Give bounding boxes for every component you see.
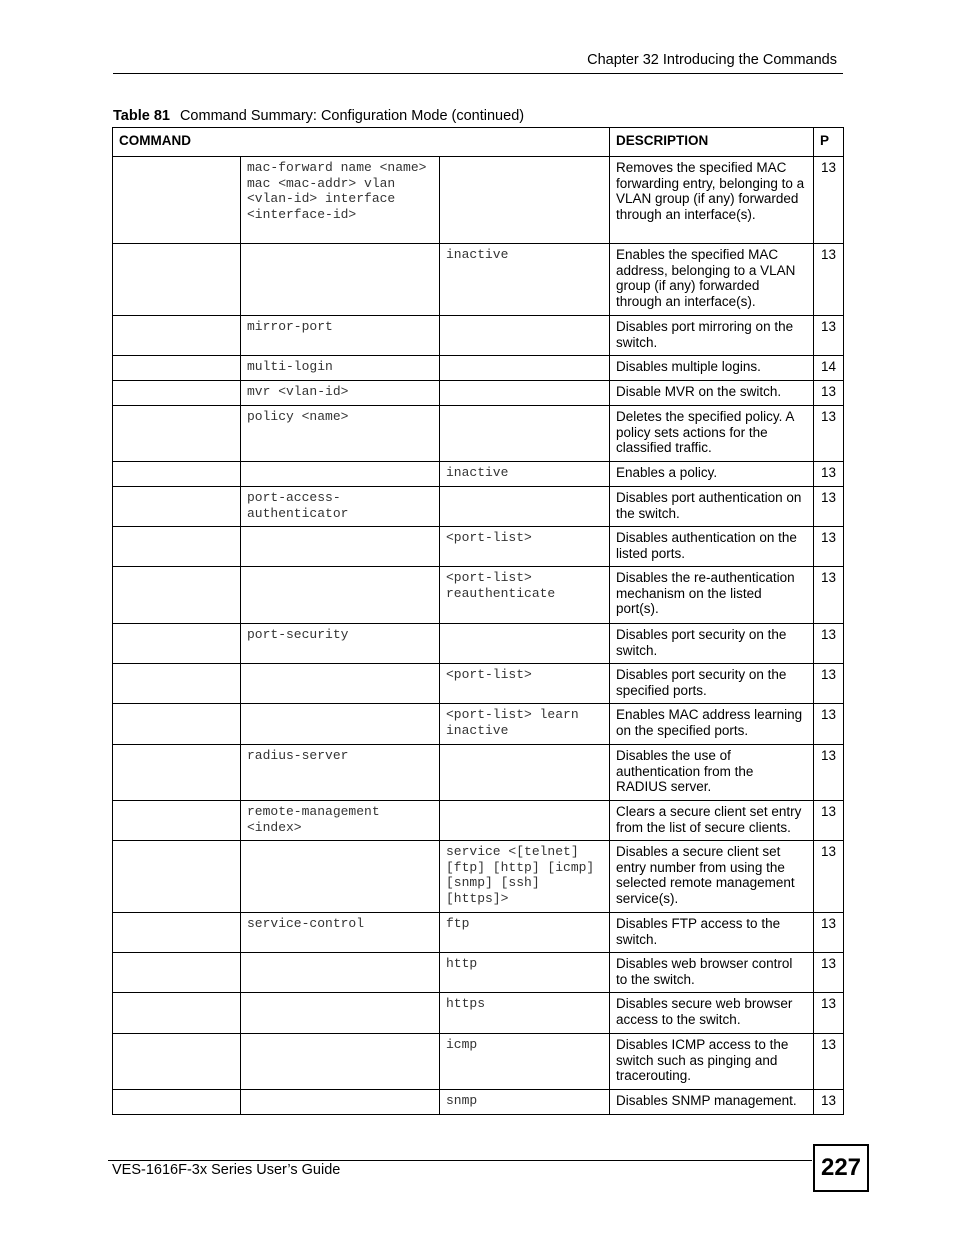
command-cell [241, 527, 440, 567]
command-cell [241, 1090, 440, 1115]
subcommand-cell [440, 406, 610, 462]
command-cell: mirror-port [241, 316, 440, 356]
subcommand-cell: <port-list> learn inactive [440, 704, 610, 745]
command-group-cell [113, 624, 241, 664]
description-cell: Clears a secure client set entry from the list of secure clients. [610, 801, 814, 841]
description-cell: Disables port authentication on the switch. [610, 487, 814, 527]
description-cell: Enables a policy. [610, 462, 814, 487]
command-cell: service-control [241, 913, 440, 953]
page-cell: 13 [814, 953, 844, 993]
command-group-cell [113, 1090, 241, 1115]
subcommand-cell: ftp [440, 913, 610, 953]
subcommand-cell: <port-list> reauthenticate [440, 567, 610, 624]
subcommand-cell: <port-list> [440, 527, 610, 567]
table-row [113, 913, 844, 953]
table-row [113, 527, 844, 567]
table-row [113, 244, 844, 316]
command-group-cell [113, 841, 241, 913]
subcommand-cell: snmp [440, 1090, 610, 1115]
command-cell [241, 1034, 440, 1090]
description-cell: Deletes the specified policy. A policy sets actions for the classified traffic. [610, 406, 814, 462]
table-row [113, 953, 844, 993]
command-summary-table [112, 127, 844, 1115]
description-cell: Disables secure web browser access to the switch. [610, 993, 814, 1034]
description-cell: Enables the specified MAC address, belonging to a VLAN group (if any) forwarded through an interface(s). [610, 244, 814, 316]
footer-guide-title: VES-1616F-3x Series User’s Guide [112, 1162, 341, 1178]
description-cell: Disables the use of authentication from the RADIUS server. [610, 745, 814, 801]
subcommand-cell [440, 745, 610, 801]
description-cell: Disables port security on the specified ports. [610, 664, 814, 704]
command-cell [241, 953, 440, 993]
command-cell [241, 993, 440, 1034]
command-cell: policy <name> [241, 406, 440, 462]
page-cell: 13 [814, 624, 844, 664]
page-number: 227 [813, 1144, 869, 1192]
column-header-command: COMMAND [113, 128, 610, 157]
table-caption-label: Table 81 [113, 108, 170, 124]
description-cell: Disables ICMP access to the switch such as pinging and tracerouting. [610, 1034, 814, 1090]
table-row [113, 381, 844, 406]
page-cell: 13 [814, 406, 844, 462]
subcommand-cell [440, 801, 610, 841]
command-cell [241, 704, 440, 745]
command-group-cell [113, 913, 241, 953]
subcommand-cell: inactive [440, 244, 610, 316]
page-cell: 13 [814, 704, 844, 745]
page-cell: 13 [814, 913, 844, 953]
subcommand-cell [440, 487, 610, 527]
command-cell: radius-server [241, 745, 440, 801]
subcommand-cell: https [440, 993, 610, 1034]
table-header-row [113, 128, 844, 157]
table-row [113, 487, 844, 527]
command-group-cell [113, 157, 241, 244]
description-cell: Removes the specified MAC forwarding entry, belonging to a VLAN group (if any) forwarded through an interface(s). [610, 157, 814, 244]
command-group-cell [113, 527, 241, 567]
subcommand-cell: <port-list> [440, 664, 610, 704]
command-cell: port-security [241, 624, 440, 664]
description-cell: Disables a secure client set entry number from using the selected remote management service(s). [610, 841, 814, 913]
table-body [113, 157, 844, 1115]
chapter-header: Chapter 32 Introducing the Commands [587, 52, 837, 68]
description-cell: Disable MVR on the switch. [610, 381, 814, 406]
column-header-description: DESCRIPTION [610, 128, 814, 157]
subcommand-cell: service <[telnet] [ftp] [http] [icmp] [snmp] [ssh] [https]> [440, 841, 610, 913]
table-row [113, 1090, 844, 1115]
description-cell: Enables MAC address learning on the specified ports. [610, 704, 814, 745]
description-cell: Disables port security on the switch. [610, 624, 814, 664]
table-caption [113, 108, 524, 124]
page-cell: 13 [814, 381, 844, 406]
command-cell: mac-forward name <name> mac <mac-addr> vlan <vlan-id> interface <interface-id> [241, 157, 440, 244]
page-cell: 13 [814, 567, 844, 624]
table-row [113, 356, 844, 381]
command-group-cell [113, 244, 241, 316]
page-cell: 13 [814, 664, 844, 704]
subcommand-cell [440, 356, 610, 381]
table-row [113, 704, 844, 745]
subcommand-cell: inactive [440, 462, 610, 487]
description-cell: Disables authentication on the listed ports. [610, 527, 814, 567]
command-group-cell [113, 381, 241, 406]
subcommand-cell [440, 316, 610, 356]
table-row [113, 316, 844, 356]
command-cell [241, 462, 440, 487]
page-cell: 13 [814, 157, 844, 244]
table-row [113, 745, 844, 801]
command-group-cell [113, 664, 241, 704]
command-cell [241, 841, 440, 913]
page-cell: 14 [814, 356, 844, 381]
page-cell: 13 [814, 1034, 844, 1090]
command-group-cell [113, 487, 241, 527]
command-group-cell [113, 993, 241, 1034]
command-group-cell [113, 567, 241, 624]
table-row [113, 567, 844, 624]
table-row [113, 664, 844, 704]
header-rule [113, 73, 843, 74]
table-row [113, 993, 844, 1034]
page-cell: 13 [814, 244, 844, 316]
table-row [113, 406, 844, 462]
table-caption-text: Command Summary: Configuration Mode (continued) [179, 108, 525, 124]
description-cell: Disables multiple logins. [610, 356, 814, 381]
page-cell: 13 [814, 527, 844, 567]
page-cell: 13 [814, 745, 844, 801]
command-cell: remote-management <index> [241, 801, 440, 841]
command-group-cell [113, 704, 241, 745]
command-group-cell [113, 462, 241, 487]
page-cell: 13 [814, 316, 844, 356]
command-cell [241, 567, 440, 624]
description-cell: Disables web browser control to the switch. [610, 953, 814, 993]
table-row [113, 157, 844, 244]
table-row [113, 624, 844, 664]
page-cell: 13 [814, 1090, 844, 1115]
description-cell: Disables the re-authentication mechanism on the listed port(s). [610, 567, 814, 624]
table-row [113, 1034, 844, 1090]
command-group-cell [113, 316, 241, 356]
table-row [113, 801, 844, 841]
description-cell: Disables FTP access to the switch. [610, 913, 814, 953]
page-cell: 13 [814, 801, 844, 841]
page-cell: 13 [814, 462, 844, 487]
command-group-cell [113, 801, 241, 841]
subcommand-cell: icmp [440, 1034, 610, 1090]
command-cell [241, 244, 440, 316]
subcommand-cell: http [440, 953, 610, 993]
table-row [113, 462, 844, 487]
subcommand-cell [440, 381, 610, 406]
command-cell: multi-login [241, 356, 440, 381]
footer-rule [108, 1160, 812, 1161]
subcommand-cell [440, 157, 610, 244]
description-cell: Disables SNMP management. [610, 1090, 814, 1115]
page-cell: 13 [814, 993, 844, 1034]
command-group-cell [113, 356, 241, 381]
subcommand-cell [440, 624, 610, 664]
command-cell [241, 664, 440, 704]
column-header-page: P [814, 128, 844, 157]
page-cell: 13 [814, 487, 844, 527]
command-cell: mvr <vlan-id> [241, 381, 440, 406]
page-cell: 13 [814, 841, 844, 913]
description-cell: Disables port mirroring on the switch. [610, 316, 814, 356]
command-group-cell [113, 1034, 241, 1090]
command-group-cell [113, 406, 241, 462]
command-group-cell [113, 745, 241, 801]
command-group-cell [113, 953, 241, 993]
command-cell: port-access-authenticator [241, 487, 440, 527]
table-row [113, 841, 844, 913]
